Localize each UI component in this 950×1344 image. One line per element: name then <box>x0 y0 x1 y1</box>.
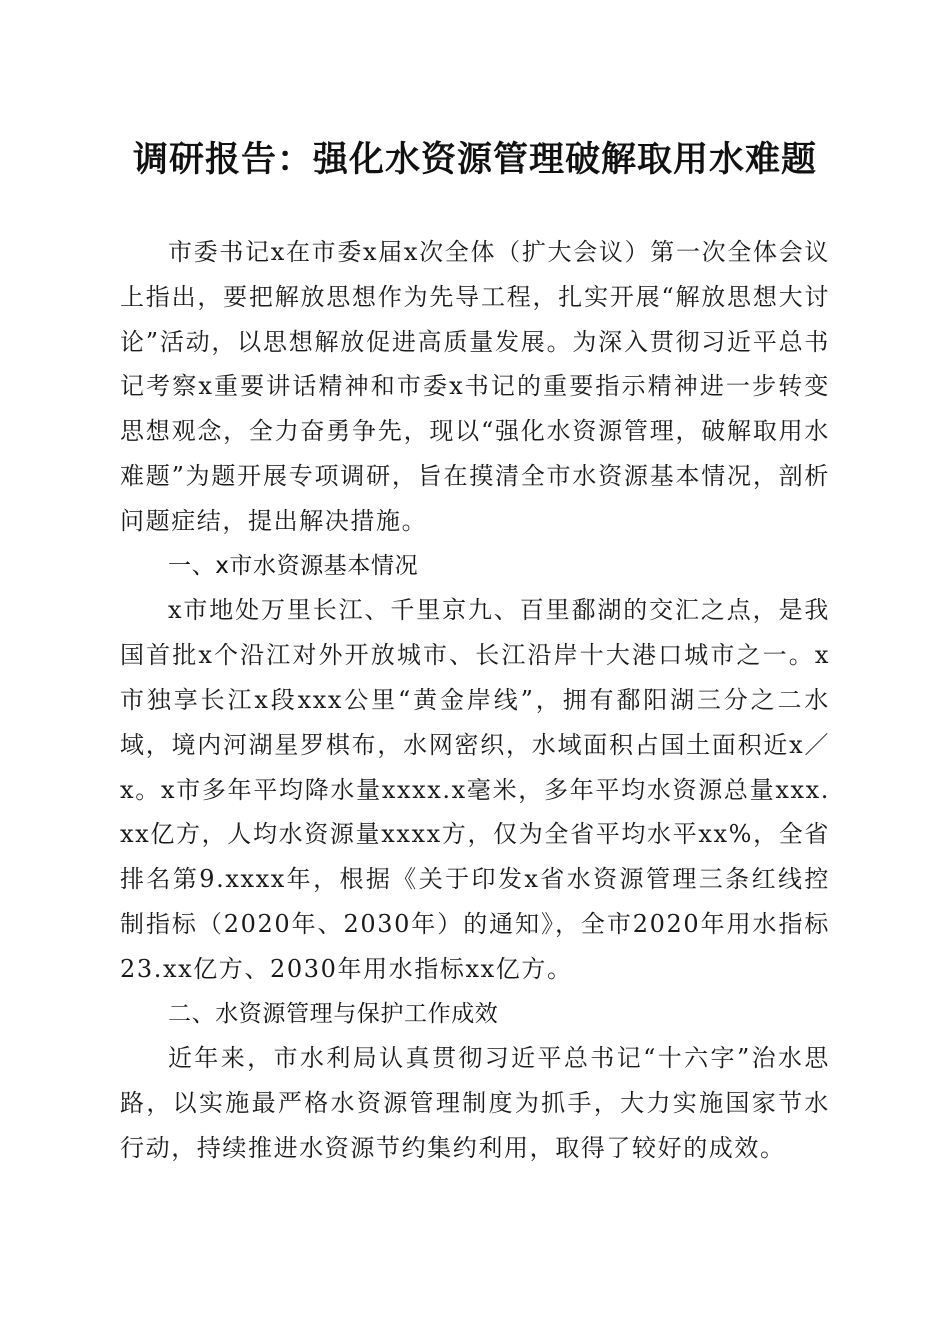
document-title: 调研报告：强化水资源管理破解取用水难题 <box>132 139 817 180</box>
section-1-paragraph: x市地处万里长江、千里京九、百里鄱湖的交汇之点，是我国首批x个沿江对外开放城市、长江沿岸十大港口城市之一。x市独享长江x段xxx公里“黄金岸线”，拥有鄱阳湖三分之二水域，境内河湖星罗棋布，水网密织，水域面积占国土面积近x／x。x市多年平均降水量xxxx.x毫米，多年平均水资源总量xxx.xx亿方，人均水资源量xxxx方，仅为全省平均水平xx%，全省排名第9.xxxx年，根据《关于印发x省水资源管理三条红线控制指标（2020年、2030年）的通知》，全市2020年用水指标23.xx亿方、2030年用水指标xx亿方。 <box>120 596 830 983</box>
section-heading-1: 一、x市水资源基本情况 <box>168 552 419 579</box>
section-heading-2: 二、水资源管理与保护工作成效 <box>168 1000 499 1027</box>
intro-paragraph: 市委书记x在市委x届x次全体（扩大会议）第一次全体会议上指出，要把解放思想作为先导工程，扎实开展“解放思想大讨论”活动，以思想解放促进高质量发展。为深入贯彻习近平总书记考察x重要讲话精神和市委x书记的重要指示精神进一步转变思想观念，全力奋勇争先，现以“强化水资源管理，破解取用水难题”为题开展专项调研，旨在摸清全市水资源基本情况，剖析问题症结，提出解决措施。 <box>120 238 830 535</box>
document-body <box>120 230 830 1171</box>
section-2-paragraph: 近年来，市水利局认真贯彻习近平总书记“十六字”治水思路，以实施最严格水资源管理制度为抓手，大力实施国家节水行动，持续推进水资源节约集约利用，取得了较好的成效。 <box>120 1044 830 1162</box>
